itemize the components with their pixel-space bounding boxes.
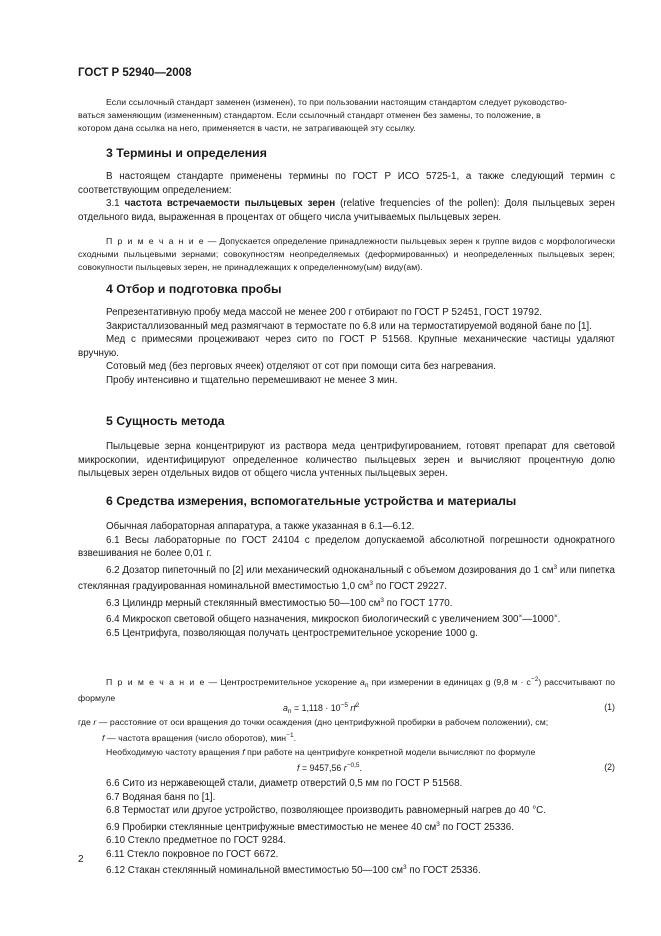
section-5-paragraph: Пыльцевые зерна концентрируют из раствора меда центрифугированием, готовят препарат для световой микроскопии, идентифицируют определенное количество пыльцевых зерен и вычисляют процентную долю пыльцевых зерен отдельных видов от общего числа учтенных пыльцевых зерен. (78, 441, 615, 479)
section-6-body (78, 520, 615, 640)
item-6-1: 6.1 Весы лабораторные по ГОСТ 24104 с пределом допускаемой абсолютной погрешности однократного взвешивания не более 0,01 г. (78, 534, 615, 559)
section-6-items-continued (78, 777, 615, 878)
section-6-paragraph: Обычная лабораторная аппаратура, а также указанная в 6.1—6.12. (106, 521, 415, 532)
item-6-5: 6.5 Центрифуга, позволяющая получать центростремительное ускорение 1000 g. (106, 627, 478, 639)
intro-line: ваться заменяющим (измененным) стандартом. Если ссылочный стандарт отменен без замены, то положение, в (78, 110, 541, 120)
item-6-10: 6.10 Стекло предметное по ГОСТ 9284. (106, 835, 286, 846)
section-3-paragraph: В настоящем стандарте применены термины по ГОСТ Р ИСО 5725-1, а также следующий термин с соответствующим определением: (78, 171, 615, 196)
section-3-body (78, 170, 615, 224)
section-5-body (78, 440, 615, 481)
section-4-paragraph: Сотовый мед (без перговых ячеек) отделяют от сот при помощи сита без нагревания. (106, 361, 496, 372)
section-6-title: 6 Средства измерения, вспомогательные устройства и материалы (106, 494, 517, 508)
item-6-3: 6.3 Цилиндр мерный стеклянный вместимостью 50—100 $см^3$ по ГОСТ 1770. (106, 596, 453, 609)
equation-number-2: (2) (604, 762, 615, 772)
note-text: — Допускается определение принадлежности пыльцевых зерен к группе видов с морфологически сходными пыльцевыми зернами; совокупностям неопределяемых (деформированных) и неопределенных пыльцевых зерен; совокупности пыльцевых зерен, не принадлежащих к определенному(ым) виду(ам). (78, 236, 616, 272)
intro-paragraph (78, 96, 615, 135)
formula-2-intro: Необходимую частоту вращения f при работе на центрифуге конкретной модели вычисляют по формуле (106, 747, 536, 757)
equation-number-1: (1) (604, 702, 615, 712)
section-5-title: 5 Сущность метода (106, 414, 225, 428)
section-6-note: П р и м е ч а н и е — Центростремительное ускорение $a_n$ при измерении в единицах g (9,8 $м \cdot с^{-2}$) рассчитывают по формуле (78, 676, 615, 703)
note-label: П р и м е ч а н и е (106, 677, 206, 687)
item-6-9: 6.9 Пробирки стеклянные центрифужные вместимостью не менее 40 $см^3$ по ГОСТ 25336. (106, 820, 514, 833)
section-4-title: 4 Отбор и подготовка пробы (106, 282, 282, 296)
term-number: 3.1 (106, 198, 120, 209)
intro-line: Если ссылочный стандарт заменен (изменен), то при пользовании настоящим стандартом следует руководство- (106, 97, 568, 107)
term-name: частота встречаемости пыльцевых зерен (124, 198, 336, 209)
section-4-body (78, 306, 615, 387)
section-4-paragraph: Мед с примесями процеживают через сито по ГОСТ Р 51568. Крупные механические частицы удаляют вручную. (78, 334, 615, 359)
formula-2: f = 9457,56 $r^{-0,5}$. (297, 762, 362, 773)
section-4-paragraph: Репрезентативную пробу меда массой не менее 200 г отбирают по ГОСТ Р 52451, ГОСТ 19792. (106, 307, 542, 318)
formula-1: $a_n = 1,118 \cdot 10^{-5}$ $rf^2$ (283, 702, 360, 715)
item-6-7: 6.7 Водяная баня по [1]. (106, 791, 216, 803)
intro-line: котором дана ссылка на него, применяется в части, не затрагивающей эту ссылку. (78, 123, 416, 133)
formula-1-legend: где r — расстояние от оси вращения до точки осаждения (дно центрифужной пробирки в рабочем положении), см; f — частота вращения (число оборотов), мин$^{-1}$. (78, 717, 549, 743)
item-6-8: 6.8 Термостат или другое устройство, позволяющее производить равномерный нагрев до 40 °С. (106, 805, 546, 816)
section-4-paragraph: Пробу интенсивно и тщательно перемешивают не менее 3 мин. (106, 374, 398, 386)
item-6-11: 6.11 Стекло покровное по ГОСТ 6672. (106, 848, 279, 860)
item-6-4: 6.4 Микроскоп световой общего назначения, микроскоп биологический с увеличением 300×—1000×. (106, 613, 561, 625)
item-6-2: 6.2 Дозатор пипеточный по [2] или механический одноканальный с объемом дозирования до 1 $см^3$ или пипетка стеклянная градуированная номинальной вместимостью 1,0 $см^3$ по ГОСТ 29227. (78, 563, 616, 592)
term-definition (78, 197, 615, 224)
term-text: Доля пыльцевых зерен отдельного вида, выраженная в процентах от общего числа учитываемых пыльцевых зерен. (78, 198, 615, 223)
section-4-paragraph: Закристаллизованный мед размягчают в термостате по 6.8 или на термостатируемой водяной бане по [1]. (106, 320, 592, 332)
term-english: (relative frequencies of the pollen): (340, 198, 500, 209)
section-3-note (78, 235, 615, 274)
section-3-title: 3 Термины и определения (106, 146, 267, 160)
page-number: 2 (78, 854, 84, 865)
note-label: П р и м е ч а н и е (106, 236, 205, 246)
document-header: ГОСТ Р 52940—2008 (78, 67, 192, 79)
item-6-12: 6.12 Стакан стеклянный номинальной вместимостью 50—100 $см^3$ по ГОСТ 25336. (106, 864, 481, 876)
item-6-6: 6.6 Сито из нержавеющей стали, диаметр отверстий 0,5 мм по ГОСТ Р 51568. (106, 778, 463, 789)
